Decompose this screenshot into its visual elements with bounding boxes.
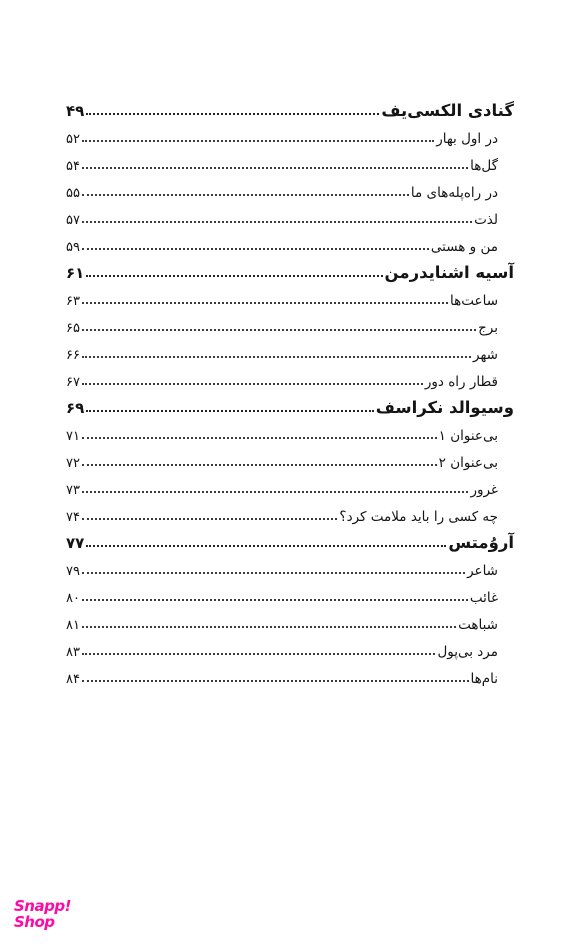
dot-leader [82, 437, 437, 439]
dot-leader [82, 491, 468, 493]
toc-poem-entry [66, 471, 514, 498]
toc-poem-entry [66, 228, 514, 255]
toc-poem-entry [66, 579, 514, 606]
toc-entry-page-number: ۷۲ [66, 456, 80, 471]
dot-leader [82, 329, 476, 331]
toc-entry-page-number: ۷۷ [66, 534, 85, 552]
toc-author-entry [66, 255, 514, 282]
toc-entry-title: قطار راه دور [424, 374, 498, 390]
toc-entry-page-number: ۶۱ [66, 264, 85, 282]
toc-poem-entry [66, 174, 514, 201]
toc-entry-title: برج [478, 320, 498, 336]
dot-leader [82, 383, 423, 385]
toc-entry-title: گل‌ها [470, 158, 498, 174]
dot-leader [86, 113, 379, 115]
toc-entry-page-number: ۶۳ [66, 294, 80, 309]
toc-entry-title: بی‌عنوان ۲ [438, 455, 498, 471]
toc-entry-title: ساعت‌ها [450, 293, 498, 309]
toc-entry-title: آروُمتس [448, 533, 514, 552]
toc-poem-entry [66, 282, 514, 309]
toc-entry-page-number: ۷۹ [66, 564, 80, 579]
toc-entry-title: من و هستی [430, 239, 498, 255]
toc-entry-page-number: ۸۳ [66, 645, 80, 660]
toc-entry-title: گنادی الکسی‌یف [381, 101, 514, 120]
snappshop-logo [14, 898, 71, 930]
toc-poem-entry [66, 444, 514, 471]
dot-leader [82, 356, 471, 358]
toc-entry-page-number: ۶۵ [66, 321, 80, 336]
toc-poem-entry [66, 336, 514, 363]
toc-author-entry [66, 525, 514, 552]
dot-leader [86, 545, 446, 547]
toc-entry-page-number: ۵۴ [66, 159, 80, 174]
toc-poem-entry [66, 417, 514, 444]
dot-leader [82, 140, 434, 142]
toc-author-entry [66, 390, 514, 417]
toc-poem-entry [66, 309, 514, 336]
toc-poem-entry [66, 552, 514, 579]
dot-leader [86, 410, 373, 412]
toc-entry-page-number: ۷۴ [66, 510, 80, 525]
toc-poem-entry [66, 120, 514, 147]
toc-entry-title: مرد بی‌پول [437, 644, 498, 660]
dot-leader [82, 599, 468, 601]
toc-entry-title: چه کسی را باید ملامت کرد؟ [339, 509, 498, 525]
dot-leader [82, 302, 448, 304]
toc-entry-title: در اول بهار [436, 131, 498, 147]
toc-entry-page-number: ۵۵ [66, 186, 80, 201]
toc-entry-page-number: ۴۹ [66, 102, 85, 120]
dot-leader [82, 464, 437, 466]
toc-entry-title: غرور [470, 482, 498, 498]
toc-entry-page-number: ۵۲ [66, 132, 80, 147]
dot-leader [82, 572, 465, 574]
toc-entry-page-number: ۸۴ [66, 672, 80, 687]
toc-entry-title: شباهت [458, 617, 498, 633]
toc-poem-entry [66, 363, 514, 390]
toc-entry-title: شاعر [467, 563, 498, 579]
dot-leader [82, 653, 435, 655]
toc-entry-page-number: ۵۷ [66, 213, 80, 228]
toc-poem-entry [66, 498, 514, 525]
toc-entry-title: لذت [474, 212, 498, 228]
toc-entry-page-number: ۶۹ [66, 399, 85, 417]
toc-poem-entry [66, 201, 514, 228]
toc-entry-page-number: ۷۳ [66, 483, 80, 498]
toc-entry-page-number: ۶۷ [66, 375, 80, 390]
toc-author-entry [66, 93, 514, 120]
toc-poem-entry [66, 606, 514, 633]
dot-leader [82, 626, 456, 628]
toc-entry-title: غائب [469, 590, 498, 606]
dot-leader [82, 680, 469, 682]
dot-leader [82, 167, 468, 169]
dot-leader [86, 275, 382, 277]
logo-line-1: Snapp! [14, 897, 71, 915]
logo-line-2: Shop [14, 913, 55, 931]
toc-poem-entry [66, 147, 514, 174]
toc-poem-entry [66, 660, 514, 687]
toc-entry-page-number: ۷۱ [66, 429, 80, 444]
toc-entry-title: وسیوالد نکراسف [375, 398, 514, 417]
dot-leader [82, 194, 409, 196]
toc-entry-page-number: ۶۶ [66, 348, 80, 363]
toc-entry-page-number: ۸۰ [66, 591, 80, 606]
toc-entry-title: بی‌عنوان ۱ [438, 428, 498, 444]
table-of-contents [66, 93, 514, 687]
dot-leader [82, 248, 429, 250]
toc-entry-title: نام‌ها [470, 671, 498, 687]
toc-entry-title: شهر [473, 347, 498, 363]
toc-entry-page-number: ۵۹ [66, 240, 80, 255]
dot-leader [82, 221, 472, 223]
toc-poem-entry [66, 633, 514, 660]
dot-leader [82, 518, 337, 520]
toc-entry-title: در راه‌پله‌های ما [410, 185, 498, 201]
toc-entry-page-number: ۸۱ [66, 618, 80, 633]
toc-entry-title: آسیه اشنایدرمن [384, 263, 514, 282]
